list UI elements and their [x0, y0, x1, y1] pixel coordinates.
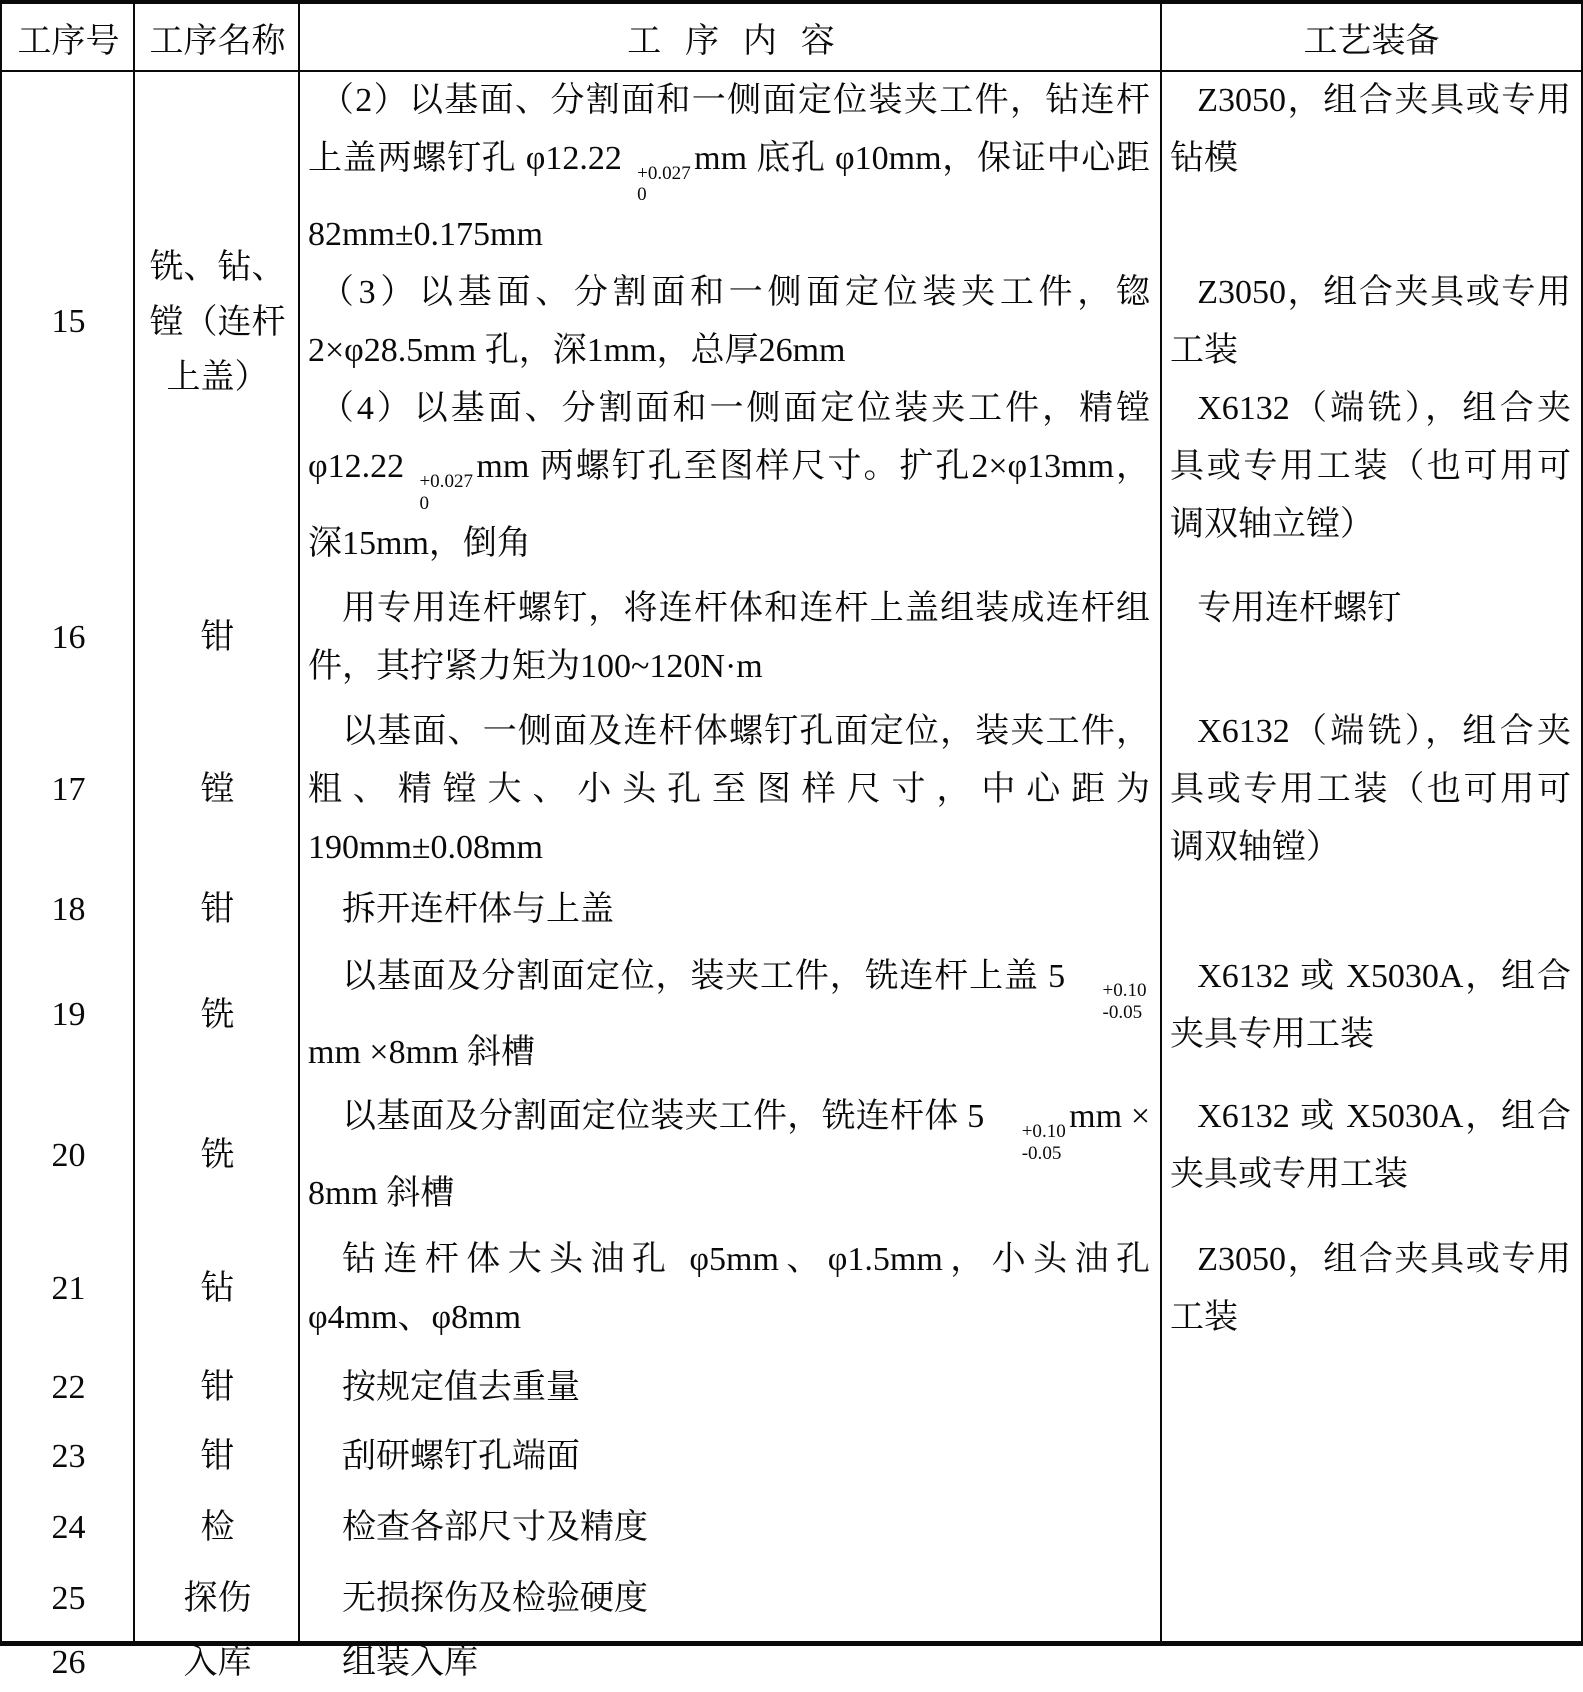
- op-name-cell: [135, 877, 300, 943]
- op-detail-cell: [300, 72, 1581, 573]
- column-divider-3: [1160, 4, 1162, 1641]
- op-detail-cell: [300, 1422, 1581, 1492]
- op-equipment-cell: [1162, 1088, 1581, 1222]
- op-name-line: 检: [200, 1509, 235, 1547]
- content-text: mm 两螺钉孔至图样尺寸。扩孔2×φ13mm，深15mm，倒角: [308, 448, 1150, 562]
- op-detail-block: [300, 1428, 1581, 1486]
- op-name-cell: [135, 1422, 300, 1492]
- op-number: 22: [51, 1368, 86, 1406]
- op-name-cell: [135, 703, 300, 877]
- op-name-line: 钳: [200, 619, 235, 657]
- op-equipment: Z3050，组合夹具或专用工装: [1170, 1240, 1571, 1336]
- op-number: 17: [51, 770, 86, 808]
- content-text: 按规定值去重量: [342, 1368, 580, 1406]
- op-detail-cell: [300, 1088, 1581, 1224]
- operation-row-19: [2, 943, 1581, 1088]
- op-content-cell: [300, 580, 1162, 696]
- op-detail-block: [300, 1499, 1581, 1557]
- op-name-line: 铣: [200, 1137, 235, 1175]
- op-equipment: X6132 或 X5030A，组合夹具专用工装: [1170, 957, 1571, 1053]
- op-equipment: Z3050，组合夹具或专用工装: [1170, 274, 1571, 370]
- tolerance-lower: 0: [637, 184, 647, 206]
- op-name-line: 探伤: [183, 1580, 252, 1618]
- tolerance-upper: +0.10: [1102, 980, 1147, 1002]
- op-content-cell: [300, 1570, 1162, 1628]
- op-content-cell: [300, 1634, 1162, 1692]
- tolerance-stack: [625, 163, 690, 207]
- op-content-paragraph: [308, 1359, 1150, 1417]
- operation-row-15: [2, 72, 1581, 573]
- op-equipment-cell: [1162, 1359, 1581, 1417]
- op-content-cell: [300, 703, 1162, 877]
- op-name-line: 钳: [200, 891, 235, 929]
- op-content-cell: [300, 264, 1162, 380]
- content-text: 以基面及分割面定位装夹工件，铣连杆体 5: [342, 1098, 985, 1136]
- op-equipment-cell: [1162, 72, 1581, 264]
- op-number: 23: [51, 1437, 86, 1475]
- tolerance-lower: -0.05: [1021, 1142, 1062, 1164]
- content-text: mm 底孔 φ10mm，保证中心距82mm±0.175mm: [308, 140, 1150, 254]
- op-number-cell: [2, 72, 135, 573]
- tolerance-stack: [1069, 980, 1147, 1024]
- content-text: （4）以基面、分割面和一侧面定位装夹工件，精镗φ12.22: [308, 390, 1150, 486]
- op-content-cell: [300, 1231, 1162, 1347]
- op-detail-block: [300, 881, 1581, 939]
- column-divider-1: [133, 4, 135, 1641]
- operation-row-21: [2, 1224, 1581, 1354]
- op-number: 21: [51, 1269, 86, 1307]
- tolerance-upper: +0.027: [419, 470, 473, 492]
- op-content-paragraph: [308, 1231, 1150, 1347]
- op-content-paragraph: [308, 580, 1150, 696]
- op-number: 19: [51, 996, 86, 1034]
- op-detail-cell: [300, 703, 1581, 877]
- op-content-paragraph: [308, 703, 1150, 877]
- header-equipment: 工艺装备: [1303, 22, 1440, 60]
- op-detail-block: [300, 948, 1581, 1082]
- op-content-cell: [300, 380, 1162, 572]
- operation-row-23: [2, 1422, 1581, 1492]
- tolerance-stack: [988, 1121, 1066, 1165]
- op-content-paragraph: [308, 264, 1150, 380]
- operation-row-20: [2, 1088, 1581, 1224]
- header-op-name: 工序名称: [149, 22, 286, 60]
- op-detail-block: [300, 1570, 1581, 1628]
- op-content-paragraph: [308, 1570, 1150, 1628]
- op-name-line: 钳: [200, 1369, 235, 1407]
- op-equipment-cell: [1162, 703, 1581, 877]
- op-equipment-cell: [1162, 1231, 1581, 1347]
- op-detail-block: [300, 580, 1581, 696]
- op-number: 16: [51, 618, 86, 656]
- op-equipment: X6132（端铣），组合夹具或专用工装（也可用可调双轴镗）: [1170, 712, 1571, 866]
- op-content-cell: [300, 1428, 1162, 1486]
- op-equipment-cell: [1162, 264, 1581, 380]
- content-text: 拆开连杆体与上盖: [342, 890, 614, 928]
- op-number: 15: [51, 303, 86, 341]
- content-text: （3）以基面、分割面和一侧面定位装夹工件，锪 2×φ28.5mm 孔，深1mm，总厚26mm: [308, 274, 1150, 370]
- op-detail-cell: [300, 573, 1581, 703]
- operation-row-22: [2, 1354, 1581, 1422]
- tolerance-lower: 0: [419, 492, 429, 514]
- op-content-paragraph: [308, 380, 1150, 572]
- op-name-cell: [135, 72, 300, 573]
- op-name-cell: [135, 573, 300, 703]
- op-detail-block: [300, 380, 1581, 572]
- op-equipment: 专用连杆螺钉: [1197, 589, 1402, 627]
- op-number-cell: [2, 1564, 135, 1634]
- op-number-cell: [2, 1422, 135, 1492]
- op-name-line: 镗（连杆: [149, 303, 286, 341]
- tolerance-stack: [408, 471, 473, 515]
- op-content-cell: [300, 948, 1162, 1082]
- op-detail-cell: [300, 1354, 1581, 1422]
- op-detail-cell: [300, 1634, 1581, 1692]
- op-number-cell: [2, 1492, 135, 1564]
- op-equipment-cell: [1162, 1570, 1581, 1628]
- op-detail-cell: [300, 1224, 1581, 1354]
- table-header-row: [2, 4, 1581, 72]
- op-detail-cell: [300, 1492, 1581, 1564]
- op-equipment: Z3050，组合夹具或专用钻模: [1170, 82, 1571, 177]
- operation-row-16: [2, 573, 1581, 703]
- operation-row-25: [2, 1564, 1581, 1634]
- op-name-cell: [135, 1492, 300, 1564]
- content-text: 检查各部尺寸及精度: [342, 1508, 648, 1546]
- op-number-cell: [2, 877, 135, 943]
- op-name-line: 入库: [183, 1644, 252, 1682]
- op-content-cell: [300, 72, 1162, 264]
- content-text: mm × 8mm 斜槽: [308, 1098, 1150, 1212]
- content-text: 钻连杆体大头油孔 φ5mm、φ1.5mm，小头油孔 φ4mm、φ8mm: [308, 1240, 1150, 1336]
- content-text: 刮研螺钉孔端面: [342, 1437, 580, 1475]
- op-name-cell: [135, 1354, 300, 1422]
- op-number-cell: [2, 703, 135, 877]
- op-detail-cell: [300, 1564, 1581, 1634]
- content-text: 以基面、一侧面及连杆体螺钉孔面定位，装夹工件，粗、精镗大、小头孔至图样尺寸，中心距为 190mm±0.08mm: [308, 712, 1150, 866]
- op-content-paragraph: [308, 1088, 1150, 1222]
- op-number-cell: [2, 1088, 135, 1224]
- op-equipment-cell: [1162, 881, 1581, 939]
- op-content-cell: [300, 881, 1162, 939]
- content-text: 无损探伤及检验硬度: [342, 1579, 648, 1617]
- op-name-cell: [135, 1564, 300, 1634]
- content-text: 用专用连杆螺钉，将连杆体和连杆上盖组装成连杆组件，其拧紧力矩为100~120N·m: [308, 589, 1150, 685]
- op-equipment-cell: [1162, 580, 1581, 696]
- content-text: （2）以基面、分割面和一侧面定位装夹工件，钻连杆上盖两螺钉孔 φ12.22: [308, 82, 1150, 177]
- op-number-cell: [2, 1224, 135, 1354]
- tolerance-lower: -0.05: [1102, 1002, 1143, 1024]
- op-number: 26: [51, 1643, 86, 1681]
- op-number-cell: [2, 573, 135, 703]
- op-equipment: X6132（端铣），组合夹具或专用工装（也可用可调双轴立镗）: [1170, 390, 1571, 544]
- op-detail-block: [300, 264, 1581, 380]
- op-equipment: X6132 或 X5030A，组合夹具或专用工装: [1170, 1098, 1571, 1194]
- op-content-cell: [300, 1499, 1162, 1557]
- op-content-paragraph: [308, 1499, 1150, 1557]
- op-equipment-cell: [1162, 1499, 1581, 1557]
- op-content-cell: [300, 1088, 1162, 1222]
- op-name-line: 镗: [200, 771, 235, 809]
- op-content-paragraph: [308, 948, 1150, 1082]
- op-detail-block: [300, 1359, 1581, 1417]
- op-detail-cell: [300, 877, 1581, 943]
- op-name-line: 铣、钻、: [149, 248, 286, 286]
- op-equipment-cell: [1162, 1634, 1581, 1692]
- operation-row-24: [2, 1492, 1581, 1564]
- op-name-cell: [135, 943, 300, 1088]
- op-name-cell: [135, 1088, 300, 1224]
- op-number: 20: [51, 1136, 86, 1174]
- op-name-line: 钻: [200, 1270, 235, 1308]
- op-equipment-cell: [1162, 948, 1581, 1082]
- op-number: 18: [51, 890, 86, 928]
- op-name-line: 铣: [200, 996, 235, 1034]
- op-number-cell: [2, 943, 135, 1088]
- header-op-number: 工序号: [17, 22, 120, 60]
- table-body: [2, 72, 1581, 1692]
- op-detail-cell: [300, 943, 1581, 1088]
- op-name-line: 钳: [200, 1438, 235, 1476]
- op-number-cell: [2, 1634, 135, 1692]
- op-detail-block: [300, 1088, 1581, 1222]
- op-content-paragraph: [308, 1634, 1150, 1692]
- content-text: mm ×8mm 斜槽: [308, 1034, 535, 1072]
- op-name-cell: [135, 1634, 300, 1692]
- operation-row-18: [2, 877, 1581, 943]
- op-content-paragraph: [308, 1428, 1150, 1486]
- op-equipment-cell: [1162, 1428, 1581, 1486]
- operation-row-17: [2, 703, 1581, 877]
- content-text: 组装入库: [342, 1643, 478, 1681]
- op-content-paragraph: [308, 881, 1150, 939]
- op-number: 25: [51, 1579, 86, 1617]
- op-content-paragraph: [308, 72, 1150, 264]
- op-equipment-cell: [1162, 380, 1581, 572]
- op-content-cell: [300, 1359, 1162, 1417]
- header-op-content: 工 序 内 容: [627, 22, 835, 60]
- op-number: 24: [51, 1508, 86, 1546]
- op-name-cell: [135, 1224, 300, 1354]
- operation-row-26: [2, 1634, 1581, 1692]
- op-detail-block: [300, 1231, 1581, 1347]
- content-text: 以基面及分割面定位，装夹工件，铣连杆上盖 5: [342, 957, 1066, 995]
- op-name-line: 上盖）: [166, 358, 269, 396]
- op-detail-block: [300, 703, 1581, 877]
- op-detail-block: [300, 72, 1581, 264]
- tolerance-upper: +0.027: [637, 162, 691, 184]
- op-detail-block: [300, 1634, 1581, 1692]
- tolerance-upper: +0.10: [1021, 1120, 1066, 1142]
- column-divider-2: [298, 4, 300, 1641]
- op-number-cell: [2, 1354, 135, 1422]
